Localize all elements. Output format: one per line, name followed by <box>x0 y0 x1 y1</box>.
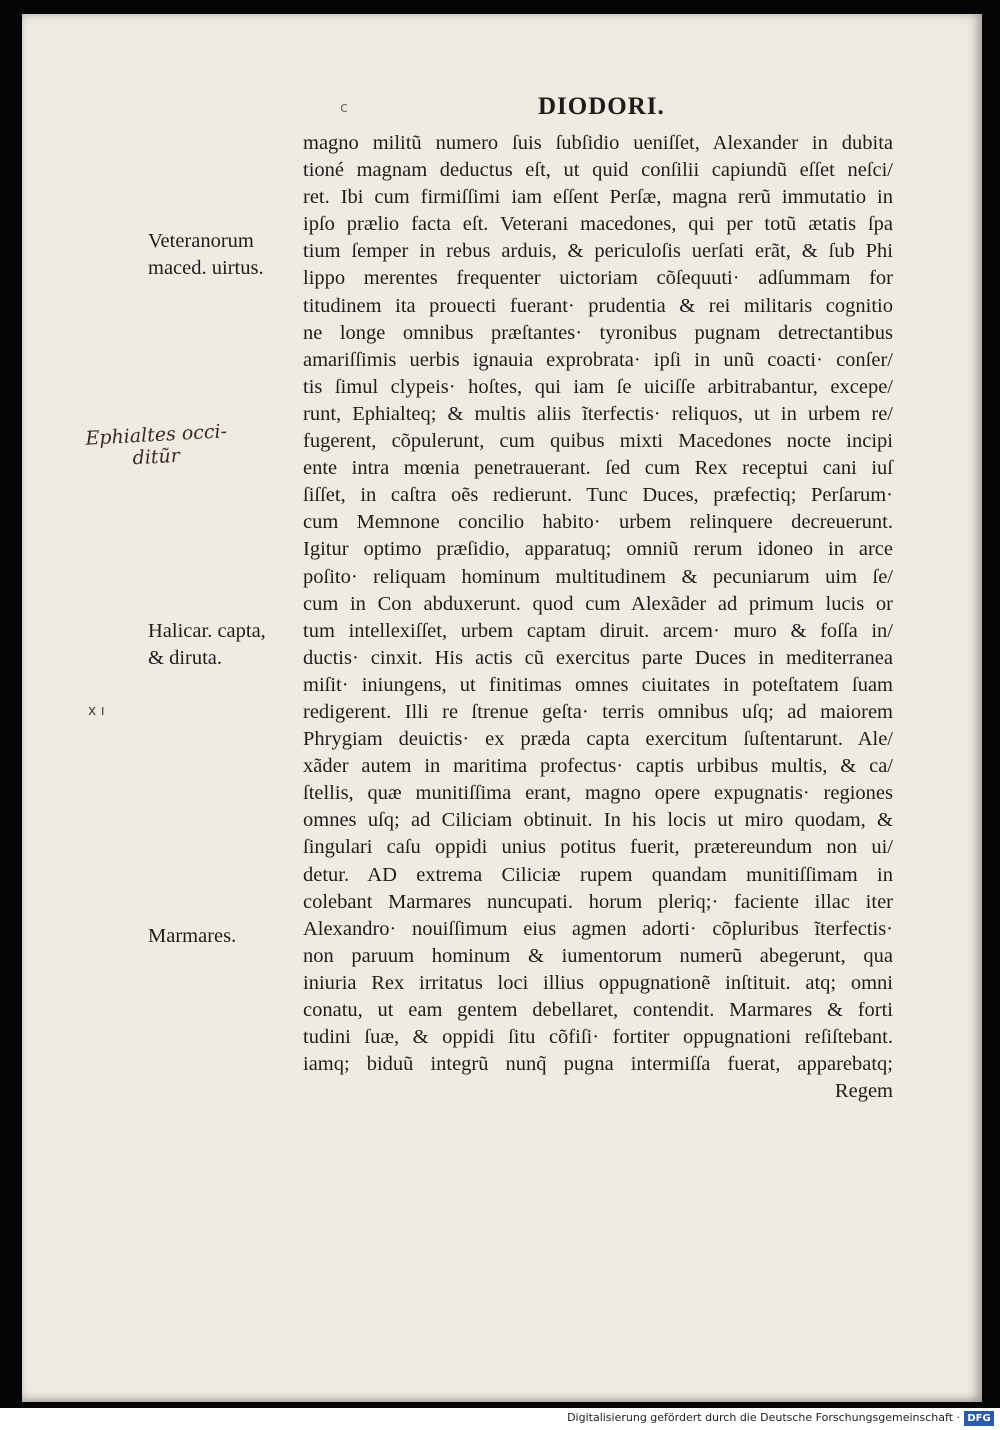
handwritten-line: ditũr <box>132 444 181 470</box>
text-line: cum Memnone concilio habito· urbem relinquere decreuerunt. <box>303 511 893 534</box>
text-line: fugerent, cõpulerunt, cum quibus mixti Macedones nocte incipi <box>303 430 893 453</box>
text-line: tium ſemper in rebus arduis, & periculoſis uerſati erãt, & ſub Phi <box>303 240 893 263</box>
text-line: ret. Ibi cum firmiſſimi iam eſſent Perſæ, magna rerũ immutatio in <box>303 186 893 209</box>
text-line: tis ſimul clypeis· hoſtes, qui iam ſe uiciſſe arbitrabantur, excepe/ <box>303 375 893 398</box>
text-line: Alexandro· nouiſſimum eius agmen adorti· cõpluribus ĩterfectis· <box>303 917 893 940</box>
text-line: detur. AD extrema Ciliciæ rupem quandam munitiſſimam in <box>303 863 893 886</box>
text-line: miſit· iniungens, ut finitimas omnes ciuitates in poteſtatem ſuam <box>303 673 893 696</box>
margin-note-line: Veteranorum <box>148 230 254 252</box>
text-line: tioné magnam deductus eſt, ut quid conſilii capiundũ eſſet neſci/ <box>303 159 893 182</box>
text-line: Phrygiam deuictis· ex præda capta exercitum ſuſtentarunt. Ale/ <box>303 728 893 751</box>
funding-credit: Digitalisierung gefördert durch die Deutsche Forschungsgemeinschaft · <box>567 1411 960 1424</box>
margin-note-line: Halicar. capta, <box>148 620 266 642</box>
text-line: ne longe omnibus præſtantes· tyronibus pugnam detrectantibus <box>303 321 893 344</box>
text-line: ſtellis, quæ munitiſſima erant, magno opere expugnatis· regiones <box>303 782 893 805</box>
text-line: Igitur optimo præſidio, apparatuq; omniũ rerum idoneo in arce <box>303 538 893 561</box>
text-line: titudinem ita prouecti fuerant· prudentia & rei militaris cognitio <box>303 294 893 317</box>
text-line: ſiſſet, in caſtra oẽs redierunt. Tunc Duces, præfectiq; Perſarum· <box>303 484 893 507</box>
text-line: amariſſimis uerbis ignauia exprobrata· ipſi in unũ coacti· conſer/ <box>303 348 893 371</box>
text-line: colebant Marmares nuncupati. horum pleriq;· faciente illac iter <box>303 890 893 913</box>
handwritten-line: Ephialtes occi- <box>84 420 228 450</box>
text-line: Regem <box>834 1080 893 1103</box>
margin-note-line: & diruta. <box>148 647 223 670</box>
text-line: ipſo prælio facta eſt. Veterani macedones, qui per totũ ætatis ſpa <box>303 213 893 236</box>
text-line: conatu, ut eam gentem debellaret, contendit. Marmares & forti <box>303 999 893 1021</box>
dfg-logo: DFG <box>964 1411 994 1426</box>
text-line: iniuria Rex irritatus loci illius oppugnationẽ inſtituit. atq; omni <box>303 971 893 994</box>
text-line: cum in Con abduxerunt. quod cum Alexãder ad primum lucis or <box>303 592 893 615</box>
text-line: tudini ſuæ, & oppidi ſitu cõfiſi· fortiter oppugnationi reſiſtebant. <box>303 1026 893 1049</box>
text-line: runt, Ephialteq; & multis aliis ĩterfectis· reliquos, ut in urbem re/ <box>303 402 893 425</box>
text-line: ductis· cinxit. His actis cũ exercitus parte Duces in mediterranea <box>303 646 893 669</box>
text-line: ſingulari caſu oppidi unius potitus fuerit, prætereundum non ui/ <box>303 836 893 859</box>
text-line: xãder autem in maritima profectus· captis urbibus multis, & ca/ <box>303 755 893 778</box>
text-line: poſito· reliquam hominum multitudinem & pecuniarum uim ſe/ <box>303 565 893 588</box>
text-line: lippo merentes frequenter uictoriam cõſequuti· adſummam for <box>303 267 893 290</box>
stray-ink-mark: x ı <box>88 703 105 719</box>
footer-bar <box>0 1408 1000 1430</box>
text-line: redigerent. Illi re ſtrenue geſta· terris omnibus uſq; ad maiorem <box>303 700 893 723</box>
margin-note-line: maced. uirtus. <box>148 257 264 280</box>
margin-note-veteranorum <box>148 228 298 282</box>
margin-note-line: Marmares. <box>148 925 237 947</box>
text-line: ente intra mœnia penetrauerant. ſed cum Rex receptui cani iuſ <box>303 457 893 480</box>
text-line: iamq; biduũ integrũ nunq̃ pugna intermiſſa fuerat, apparebatq; <box>303 1053 893 1076</box>
page-mark: c <box>340 100 348 116</box>
handwritten-margin-note <box>85 420 229 471</box>
main-text-block <box>303 130 893 1105</box>
text-line: omnes uſq; ad Ciliciam obtinuit. In his locis ut miro quodam, & <box>303 809 893 832</box>
margin-note-halicar <box>148 618 298 672</box>
margin-note-marmares <box>148 923 298 950</box>
running-head: DIODORI. <box>538 93 665 120</box>
text-line: magno militũ numero ſuis ſubſidio ueniſſet, Alexander in dubita <box>303 132 893 154</box>
text-line: tum intellexiſſet, urbem captam diruit. arcem· muro & foſſa in/ <box>303 619 893 642</box>
text-line: non paruum hominum & iumentorum numerũ abegerunt, qua <box>303 944 893 967</box>
